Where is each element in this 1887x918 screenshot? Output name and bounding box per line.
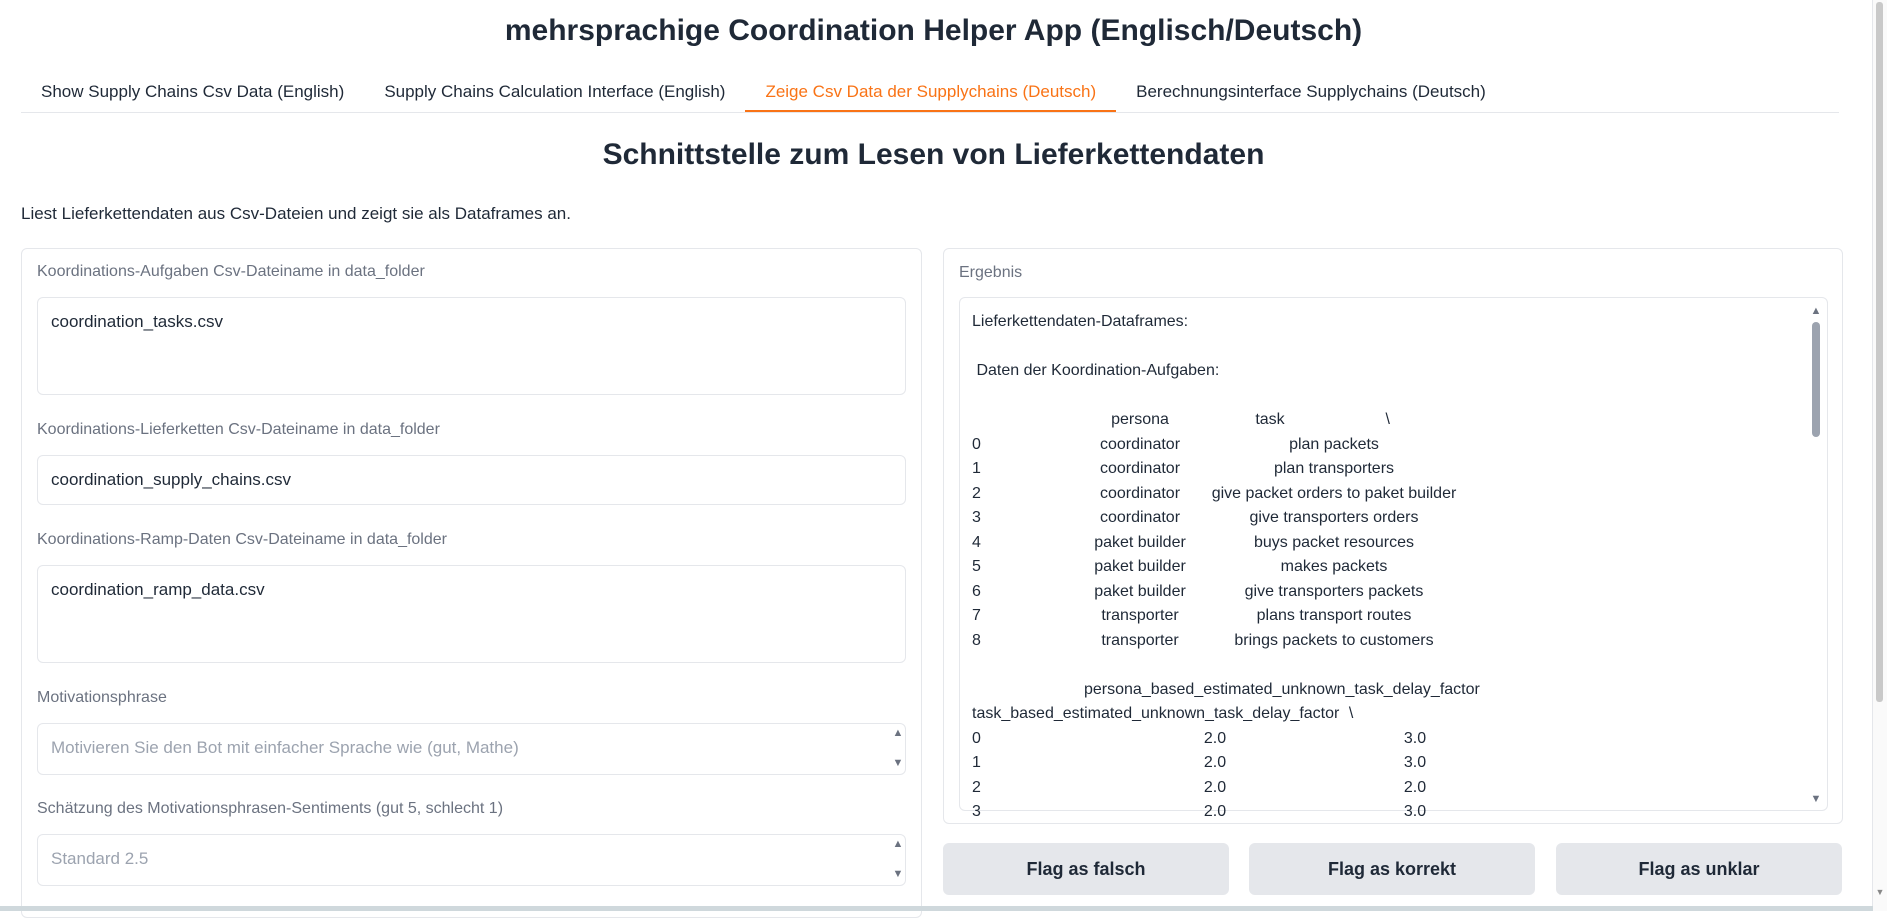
ramp-file-label: Koordinations-Ramp-Daten Csv-Dateiname in data_folder	[37, 531, 447, 548]
sentiment-spin-down-icon[interactable]: ▼	[892, 868, 904, 880]
factor-header-row-2	[972, 702, 1801, 727]
tasks-header-continuation: \	[1385, 411, 1390, 428]
result-panel	[943, 248, 1843, 824]
tasks-file-label: Koordinations-Aufgaben Csv-Dateiname in data_folder	[37, 263, 425, 280]
tasks-row-task: makes packets	[1280, 558, 1388, 575]
tab-show-csv-english[interactable]: Show Supply Chains Csv Data (English)	[41, 82, 345, 101]
tasks-row-index: 8	[972, 631, 981, 649]
result-output[interactable]	[959, 297, 1828, 820]
factor-row-task-factor: 3.0	[1403, 729, 1427, 747]
factor-table-row	[972, 800, 1801, 825]
tasks-row-persona: paket builder	[1094, 558, 1186, 575]
scroll-thumb[interactable]	[1812, 322, 1820, 437]
tab-calculation-english[interactable]: Supply Chains Calculation Interface (English)	[384, 82, 726, 101]
result-text	[972, 310, 1801, 820]
motivation-spin-up-icon[interactable]: ▲	[892, 727, 904, 739]
tasks-row-index: 2	[972, 484, 981, 502]
factor-row-index: 3	[972, 803, 981, 820]
tasks-row-index: 5	[972, 558, 981, 575]
result-scrollbar[interactable]	[1807, 300, 1825, 808]
tasks-table-row	[972, 531, 1801, 556]
app-title: mehrsprachige Coordination Helper App (Englisch/Deutsch)	[504, 14, 1363, 47]
sentiment-label: Schätzung des Motivationsphrasen-Sentiments (gut 5, schlecht 1)	[37, 800, 504, 817]
tasks-row-persona: transporter	[1101, 631, 1179, 649]
tasks-table-row	[972, 555, 1801, 580]
motivation-spin-down-icon[interactable]: ▼	[892, 757, 904, 769]
factor-header-task: task_based_estimated_unknown_task_delay_factor	[972, 705, 1340, 722]
tasks-table-row	[972, 433, 1801, 458]
tasks-row-index: 4	[972, 533, 981, 551]
tasks-table-row	[972, 457, 1801, 482]
section-description: Liest Lieferkettendaten aus Csv-Dateien und zeigt sie als Dataframes an.	[21, 204, 571, 223]
page-scroll-down-icon[interactable]: ▼	[1875, 887, 1885, 897]
tasks-row-task: buys packet resources	[1253, 533, 1415, 551]
result-label: Ergebnis	[959, 264, 1023, 281]
tasks-table-row	[972, 580, 1801, 605]
tasks-row-persona: transporter	[1101, 607, 1179, 624]
factor-row-persona-factor: 2.0	[1203, 729, 1227, 747]
tasks-file-input[interactable]: coordination_tasks.csv	[37, 297, 906, 395]
scroll-down-icon[interactable]: ▼	[1810, 793, 1822, 805]
tasks-table-row	[972, 482, 1801, 507]
tab-calculation-deutsch[interactable]: Berechnungsinterface Supplychains (Deutsch)	[1136, 82, 1486, 101]
tasks-row-task: give transporters packets	[1244, 582, 1424, 600]
factor-table-row	[972, 727, 1801, 752]
tasks-row-task: give packet orders to paket builder	[1211, 484, 1457, 502]
factor-row-task-factor: 2.0	[1403, 778, 1427, 796]
factor-row-index: 0	[972, 729, 981, 747]
factor-header-persona: persona_based_estimated_unknown_task_delay_factor	[1084, 680, 1480, 698]
tasks-row-index: 3	[972, 509, 981, 526]
input-panel	[21, 248, 922, 918]
tasks-row-index: 6	[972, 582, 981, 600]
scroll-up-icon[interactable]: ▲	[1810, 305, 1822, 317]
tasks-header-persona: persona	[1111, 411, 1169, 428]
tasks-row-index: 1	[972, 460, 981, 477]
horizontal-scrollbar[interactable]	[0, 906, 1873, 911]
factor-rows	[972, 727, 1801, 825]
tasks-row-persona: coordinator	[1099, 460, 1181, 477]
factor-row-persona-factor: 2.0	[1203, 778, 1227, 796]
tasks-row-persona: coordinator	[1099, 435, 1181, 453]
flag-unklar-button[interactable]: Flag as unklar	[1556, 843, 1842, 895]
page-scrollbar[interactable]	[1872, 0, 1887, 911]
sentiment-spin-up-icon[interactable]: ▲	[892, 838, 904, 850]
flag-korrekt-button[interactable]: Flag as korrekt	[1249, 843, 1535, 895]
tasks-row-persona: paket builder	[1094, 533, 1186, 551]
tasks-row-task: plan packets	[1289, 435, 1379, 453]
tasks-row-task: give transporters orders	[1249, 509, 1419, 526]
tasks-row-persona: coordinator	[1099, 509, 1181, 526]
factor-row-task-factor: 3.0	[1403, 754, 1427, 771]
tab-show-csv-deutsch[interactable]: Zeige Csv Data der Supplychains (Deutsch)	[745, 74, 1116, 112]
tasks-heading: Daten der Koordination-Aufgaben:	[972, 362, 1220, 379]
factor-header-continuation: \	[1348, 705, 1354, 722]
factor-header-row	[972, 678, 1801, 703]
ramp-file-input[interactable]: coordination_ramp_data.csv	[37, 565, 906, 663]
tasks-row-task: plan transporters	[1273, 460, 1395, 477]
tasks-row-persona: coordinator	[1099, 484, 1181, 502]
factor-table-row	[972, 776, 1801, 801]
tasks-header-row	[972, 408, 1801, 433]
factor-row-index: 1	[972, 754, 981, 771]
tasks-header-task: task	[1255, 411, 1285, 428]
motivation-label: Motivationsphrase	[37, 689, 167, 706]
page-scroll-thumb[interactable]	[1876, 2, 1883, 702]
factor-row-index: 2	[972, 778, 981, 796]
tab-bar	[21, 74, 1839, 113]
tasks-row-persona: paket builder	[1094, 582, 1186, 600]
supply-chains-file-label: Koordinations-Lieferketten Csv-Dateiname in data_folder	[37, 421, 440, 438]
factor-table-row	[972, 751, 1801, 776]
section-title: Schnittstelle zum Lesen von Lieferkettendaten	[602, 138, 1265, 171]
factor-row-task-factor: 3.0	[1403, 803, 1427, 820]
tasks-row-task: plans transport routes	[1256, 607, 1412, 624]
tasks-rows	[972, 433, 1801, 654]
tasks-row-index: 7	[972, 607, 981, 624]
flag-falsch-button[interactable]: Flag as falsch	[943, 843, 1229, 895]
tasks-table-row	[972, 629, 1801, 654]
motivation-input[interactable]: Motivieren Sie den Bot mit einfacher Sprache wie (gut, Mathe)	[37, 723, 906, 775]
tasks-row-index: 0	[972, 435, 981, 453]
supply-chains-file-input[interactable]: coordination_supply_chains.csv	[37, 455, 906, 505]
tasks-table-row	[972, 604, 1801, 629]
sentiment-input[interactable]: Standard 2.5	[37, 834, 906, 886]
tasks-row-task: brings packets to customers	[1234, 631, 1434, 649]
factor-row-persona-factor: 2.0	[1203, 754, 1227, 771]
tasks-table-row	[972, 506, 1801, 531]
factor-row-persona-factor: 2.0	[1203, 803, 1227, 820]
result-heading: Lieferkettendaten-Dataframes:	[972, 313, 1189, 330]
